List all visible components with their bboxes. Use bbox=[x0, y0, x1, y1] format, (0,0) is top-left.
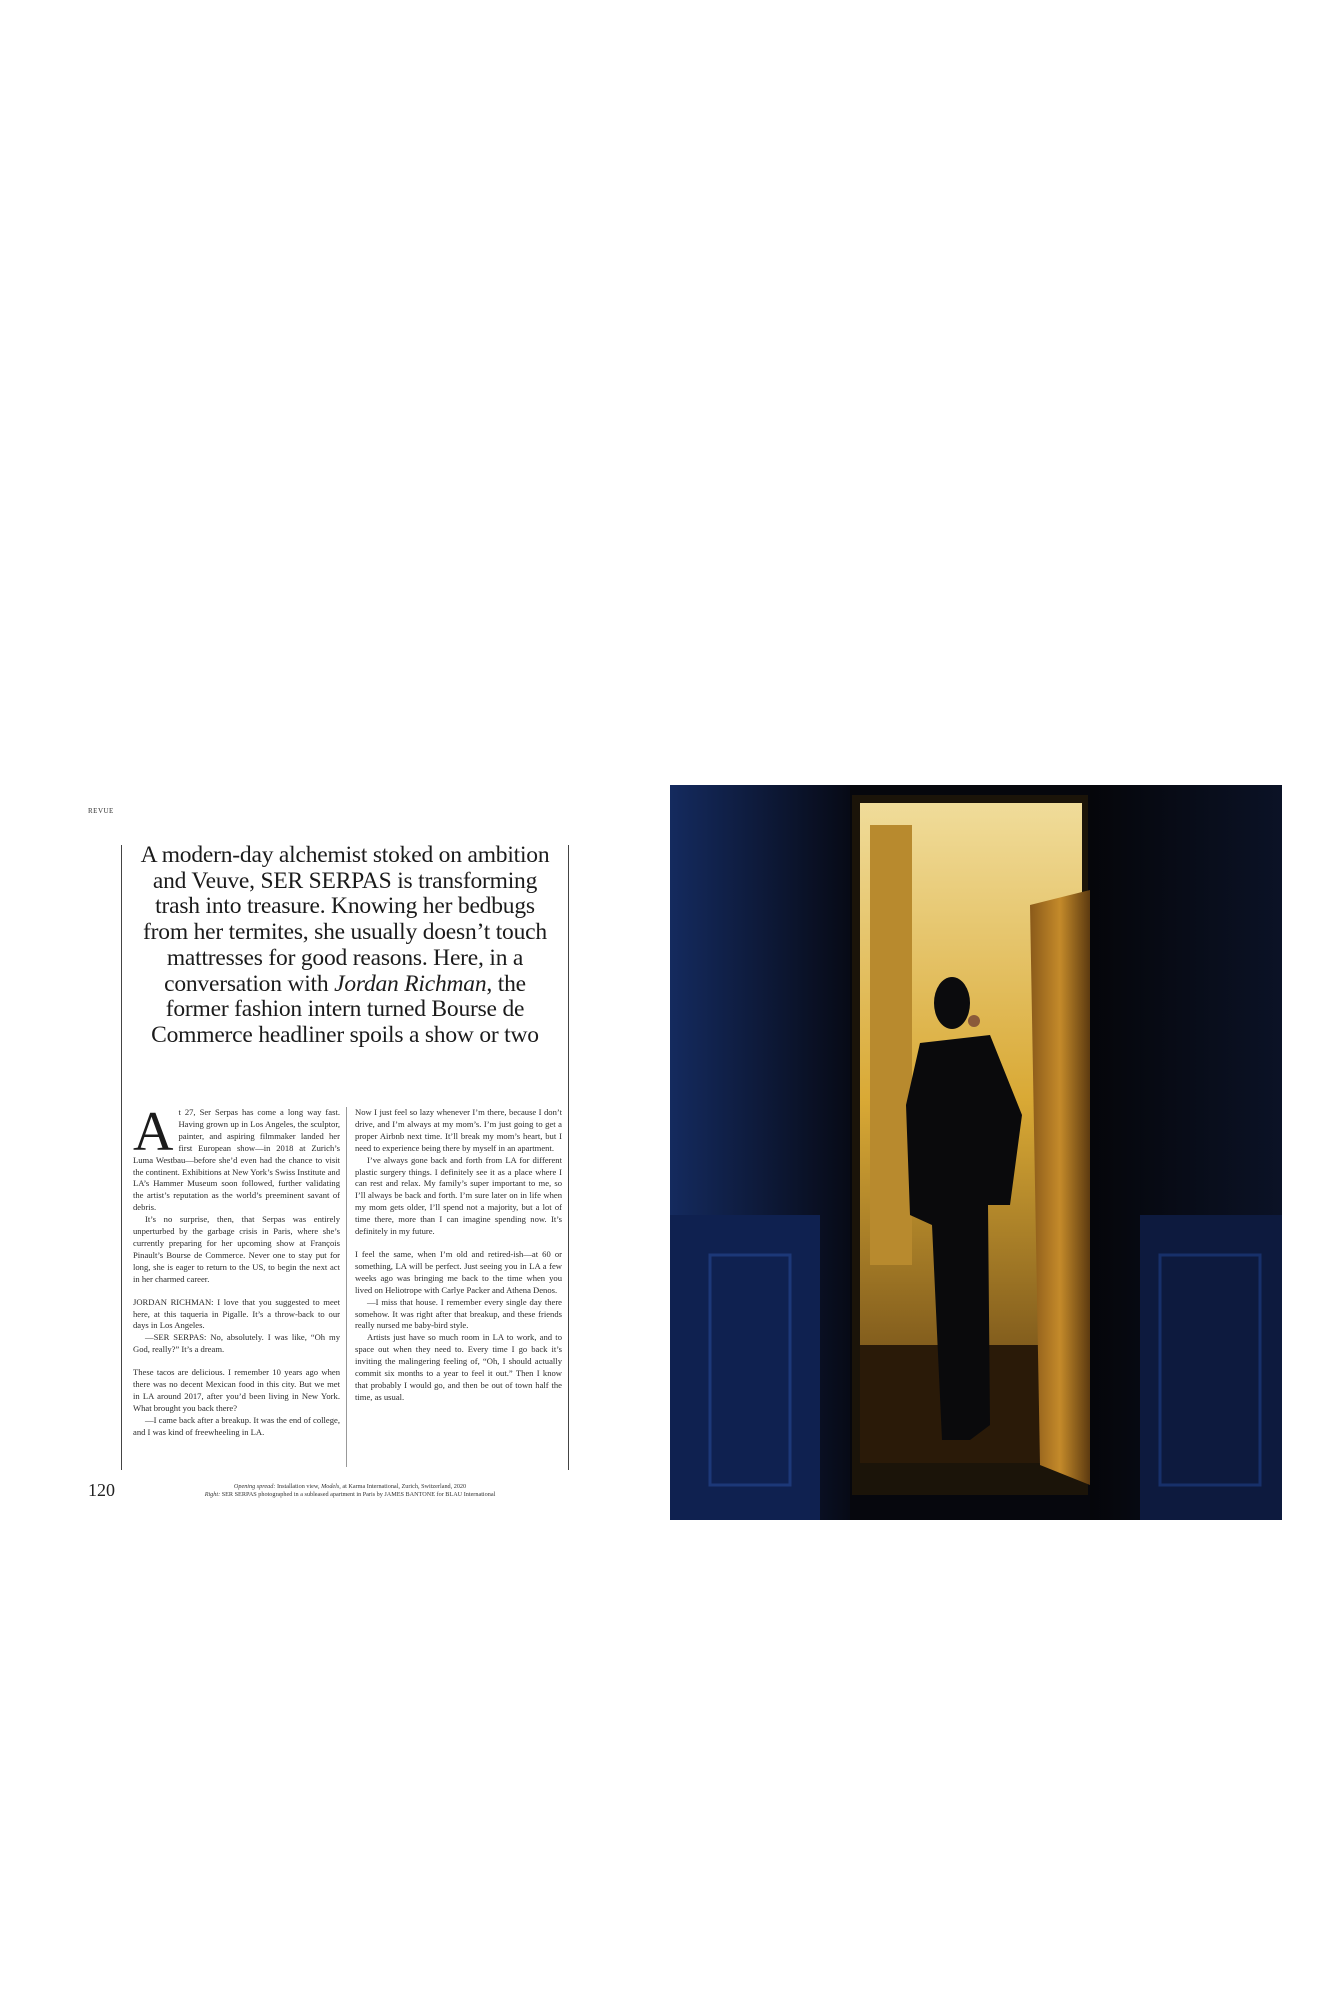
far-door bbox=[870, 825, 912, 1265]
deck-text-a: A modern-day alchemist stoked on ambition and Veuve, SER SERPAS is transforming trash into treasure. Knowing her bedbugs from her termites, she usually doesn’t touch mattresses for good reasons. Here, in a conversation with bbox=[140, 842, 550, 997]
person-hair bbox=[934, 977, 970, 1029]
answer: —SER SERPAS: No, absolutely. I was like, “Oh my God, really?” It’s a dream. bbox=[133, 1332, 340, 1355]
left-wainscot bbox=[670, 1215, 820, 1520]
paragraph: Now I just feel so lazy whenever I’m there, because I don’t drive, and I’m always at my mom’s. I’m just going to get a proper Airbnb next time. It’ll break my mom’s heart, but I need to experience being there by myself in an apartment. bbox=[355, 1107, 562, 1153]
article-column-1 bbox=[133, 1101, 340, 1439]
drop-cap: A bbox=[133, 1101, 174, 1163]
question: I feel the same, when I’m old and retired-ish—at 60 or something, LA will be perfect. Just seeing you in LA a few weeks ago was bringing me back to the time when you lived on Heliotrope with Carlye Packer and Athena Denos. bbox=[355, 1248, 562, 1295]
left-rule bbox=[121, 845, 122, 1470]
article-column-2 bbox=[355, 1107, 562, 1404]
paragraph: It’s no surprise, then, that Serpas was entirely unperturbed by the garbage crisis in Paris, where she’s currently preparing for her upcoming show at François Pinault’s Bourse de Commerce. Never one to stay put for long, she is eager to return to the US, to begin the next act in her charmed career. bbox=[133, 1214, 340, 1284]
paragraph: I’ve always gone back and forth from LA for different plastic surgery things. I definitely see it as a place where I can rest and relax. My family’s super important to me, so I’ll always be back and forth. I’m sure later on in life when my mom gets older, I’ll spend not a majority, but a lot of time there, more than I can imagine spending now. It’s definitely in my future. bbox=[355, 1154, 562, 1237]
answer: —I miss that house. I remember every single day there somehow. It was right after that breakup, and these friends really nursed me baby-bird style. bbox=[355, 1296, 562, 1331]
question: JORDAN RICHMAN: I love that you suggested to meet here, at this taqueria in Pigalle. It’s a throw-back to our days in Los Angeles. bbox=[133, 1296, 340, 1331]
page-number: 120 bbox=[88, 1480, 115, 1500]
photo-caption bbox=[140, 1483, 560, 1499]
answer: Artists just have so much room in LA to work, and to space out when they need to. Every time I go back it’s inviting the malingering feeling of, “Oh, I should actually commit six months to a year to feel it out.” Then I know that probably I would go, and then be out of town half the time, as usual. bbox=[355, 1332, 562, 1402]
person-hand bbox=[968, 1015, 980, 1027]
caption-line-2: Right: SER SERPAS photographed in a subleased apartment in Paris by JAMES BANTONE for BLAU International bbox=[204, 1491, 496, 1498]
deck-interviewer-name: Jordan Richman bbox=[334, 970, 487, 997]
deck-text-b: , the former fashion intern turned Bourse de Commerce headliner spoils a show or two bbox=[151, 970, 539, 1048]
deck-intro bbox=[140, 843, 550, 1049]
section-label: REVUE bbox=[88, 807, 114, 815]
question: These tacos are delicious. I remember 10 years ago when there was no decent Mexican food in this city. But we met in LA around 2017, after you’d been living in New York. What brought you back there? bbox=[133, 1367, 340, 1413]
intro-paragraph: t 27, Ser Serpas has come a long way fast. Having grown up in Los Angeles, the sculptor, painter, and aspiring filmmaker landed her first European show—in 2018 at Zurich’s Luma Westbau—before she’d even had the chance to visit the continent. Exhibitions at New York’s Swiss Institute and LA’s Hammer Museum soon followed, further validating the artist’s reputation as the world’s preeminent savant of debris. bbox=[133, 1107, 340, 1213]
answer: —I came back after a breakup. It was the end of college, and I was kind of freewheeling in LA. bbox=[133, 1414, 340, 1437]
portrait-photo bbox=[670, 785, 1282, 1520]
column-divider bbox=[346, 1107, 347, 1467]
open-door bbox=[1030, 890, 1090, 1485]
caption-line-1: Opening spread: Installation view, Models, at Karma International, Zurich, Switzerland, 2020 bbox=[233, 1483, 467, 1490]
right-rule bbox=[568, 845, 569, 1470]
